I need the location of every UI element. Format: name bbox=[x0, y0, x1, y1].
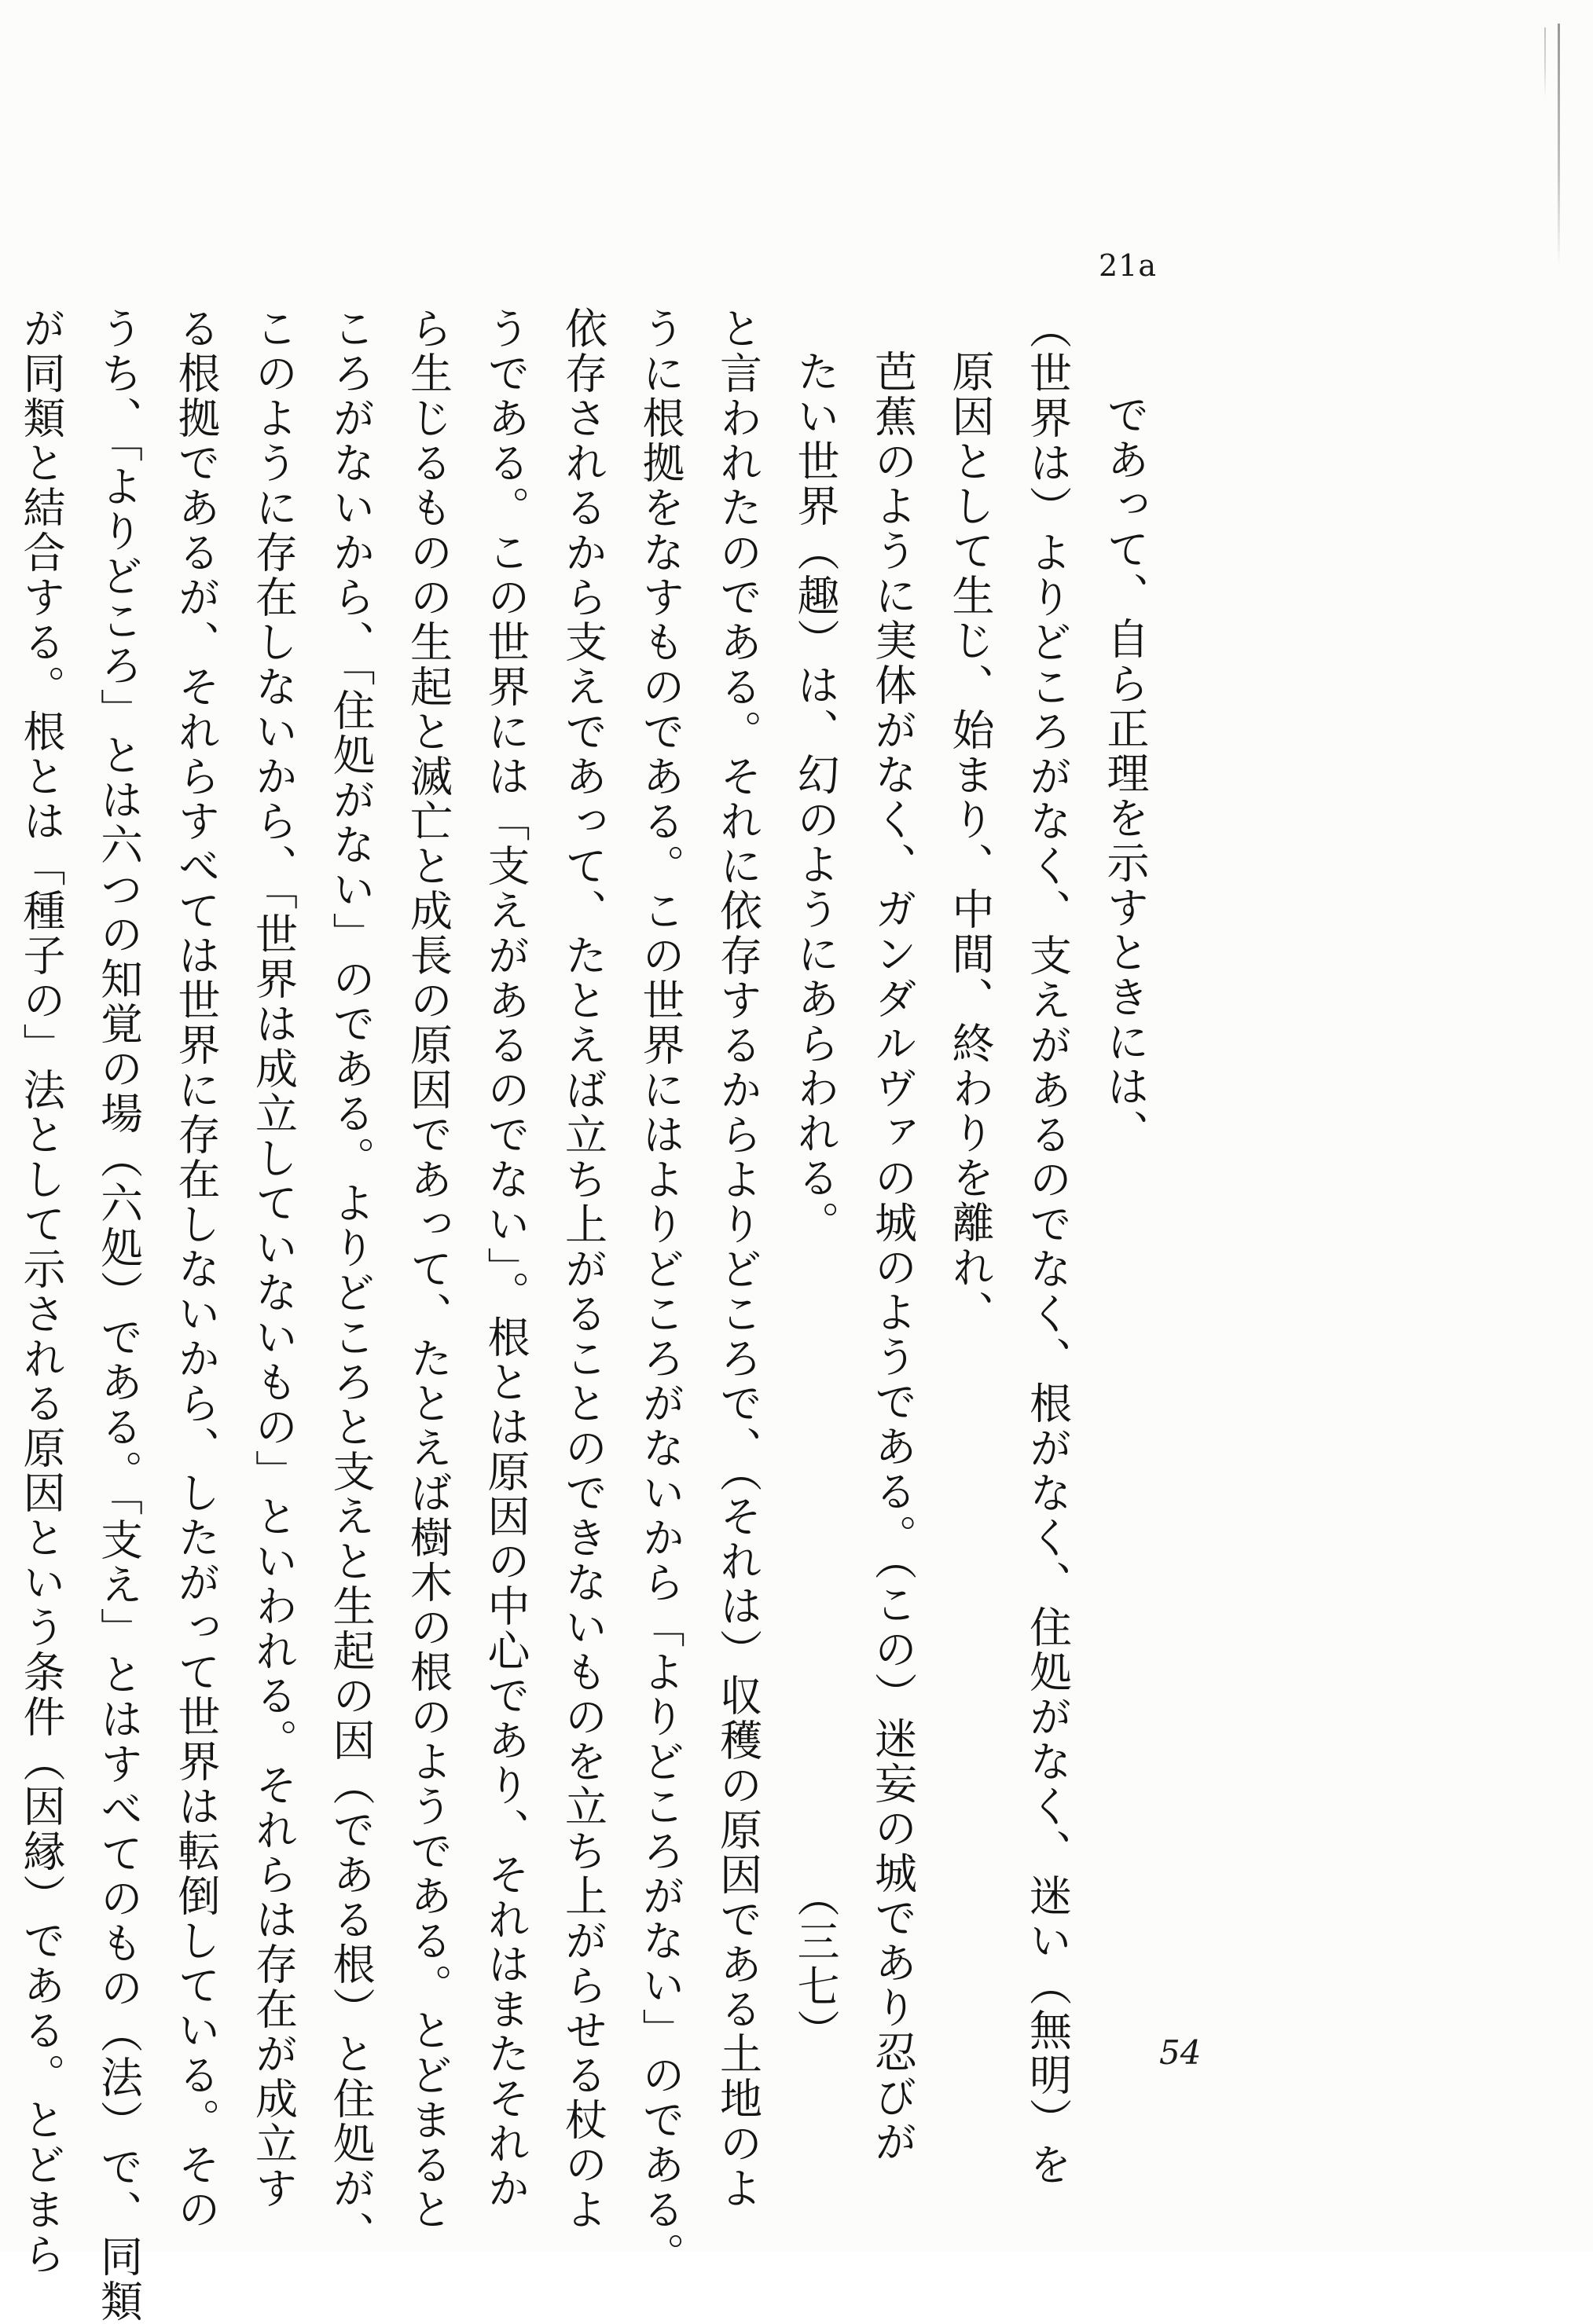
section-label: 21a bbox=[1099, 248, 1158, 283]
text-line: 依存されるから支えであって、たとえば立ち上がることのできないものを立ち上がらせる杖のよ bbox=[558, 306, 608, 2232]
text-line: る根拠であるが、それらすべては世界に存在しないから、したがって世界は転倒している。その bbox=[171, 306, 221, 2232]
text-line: が同類と結合する。根とは「種子の」法として示される原因という条件（因縁）である。とどまら bbox=[17, 306, 66, 2277]
text-line: うである。この世界には「支えがあるのでない」。根とは原因の中心であり、それはまたそれか bbox=[481, 306, 530, 2211]
text-line: うに根拠をなすものである。この世界にはよりどころがないから「よりどころがない」のである。 bbox=[636, 306, 685, 2277]
text-line: たい世界（趣）は、幻のようにあらわれる。 （三七） bbox=[791, 350, 840, 2054]
text-line: 芭蕉のように実体がなく、ガンダルヴァの城のようである。（この）迷妄の城であり忍びが bbox=[868, 350, 918, 2165]
text-line: このように存在しないから、「世界は成立していないもの」といわれる。それらは存在が成立す bbox=[248, 306, 299, 2211]
text-line: と言われたのである。それに依存するからよりどころで、（それは）収穫の原因である土地のよ bbox=[713, 306, 763, 2211]
text-line: 原因として生じ、始まり、中間、終わりを離れ、 bbox=[945, 350, 995, 1335]
binding-edge-mark-secondary bbox=[1544, 27, 1546, 98]
text-line: うち、「よりどころ」とは六つの知覚の場（六処）である。「支え」とはすべてのもの（法）で、同類 bbox=[94, 306, 144, 2324]
text-line bbox=[0, 306, 2, 1980]
binding-edge-mark bbox=[1558, 24, 1560, 267]
text-line: ら生じるものの生起と滅亡と成長の原因であって、たとえば樹木の根のようである。とどまると bbox=[403, 306, 453, 2232]
vertical-text-body bbox=[17, 306, 1163, 2324]
text-line: ころがないから、「住処がない」のである。よりどころと支えと生起の因（である根）と住処が、 bbox=[326, 306, 376, 2256]
text-line: であって、自ら正理を示すときには、 bbox=[1100, 393, 1150, 1154]
text-line: （世界は）よりどころがなく、支えがあるのでなく、根がなく、住処がなく、迷い（無明）を bbox=[1022, 306, 1073, 2187]
page-number: 54 bbox=[1159, 2033, 1202, 2072]
